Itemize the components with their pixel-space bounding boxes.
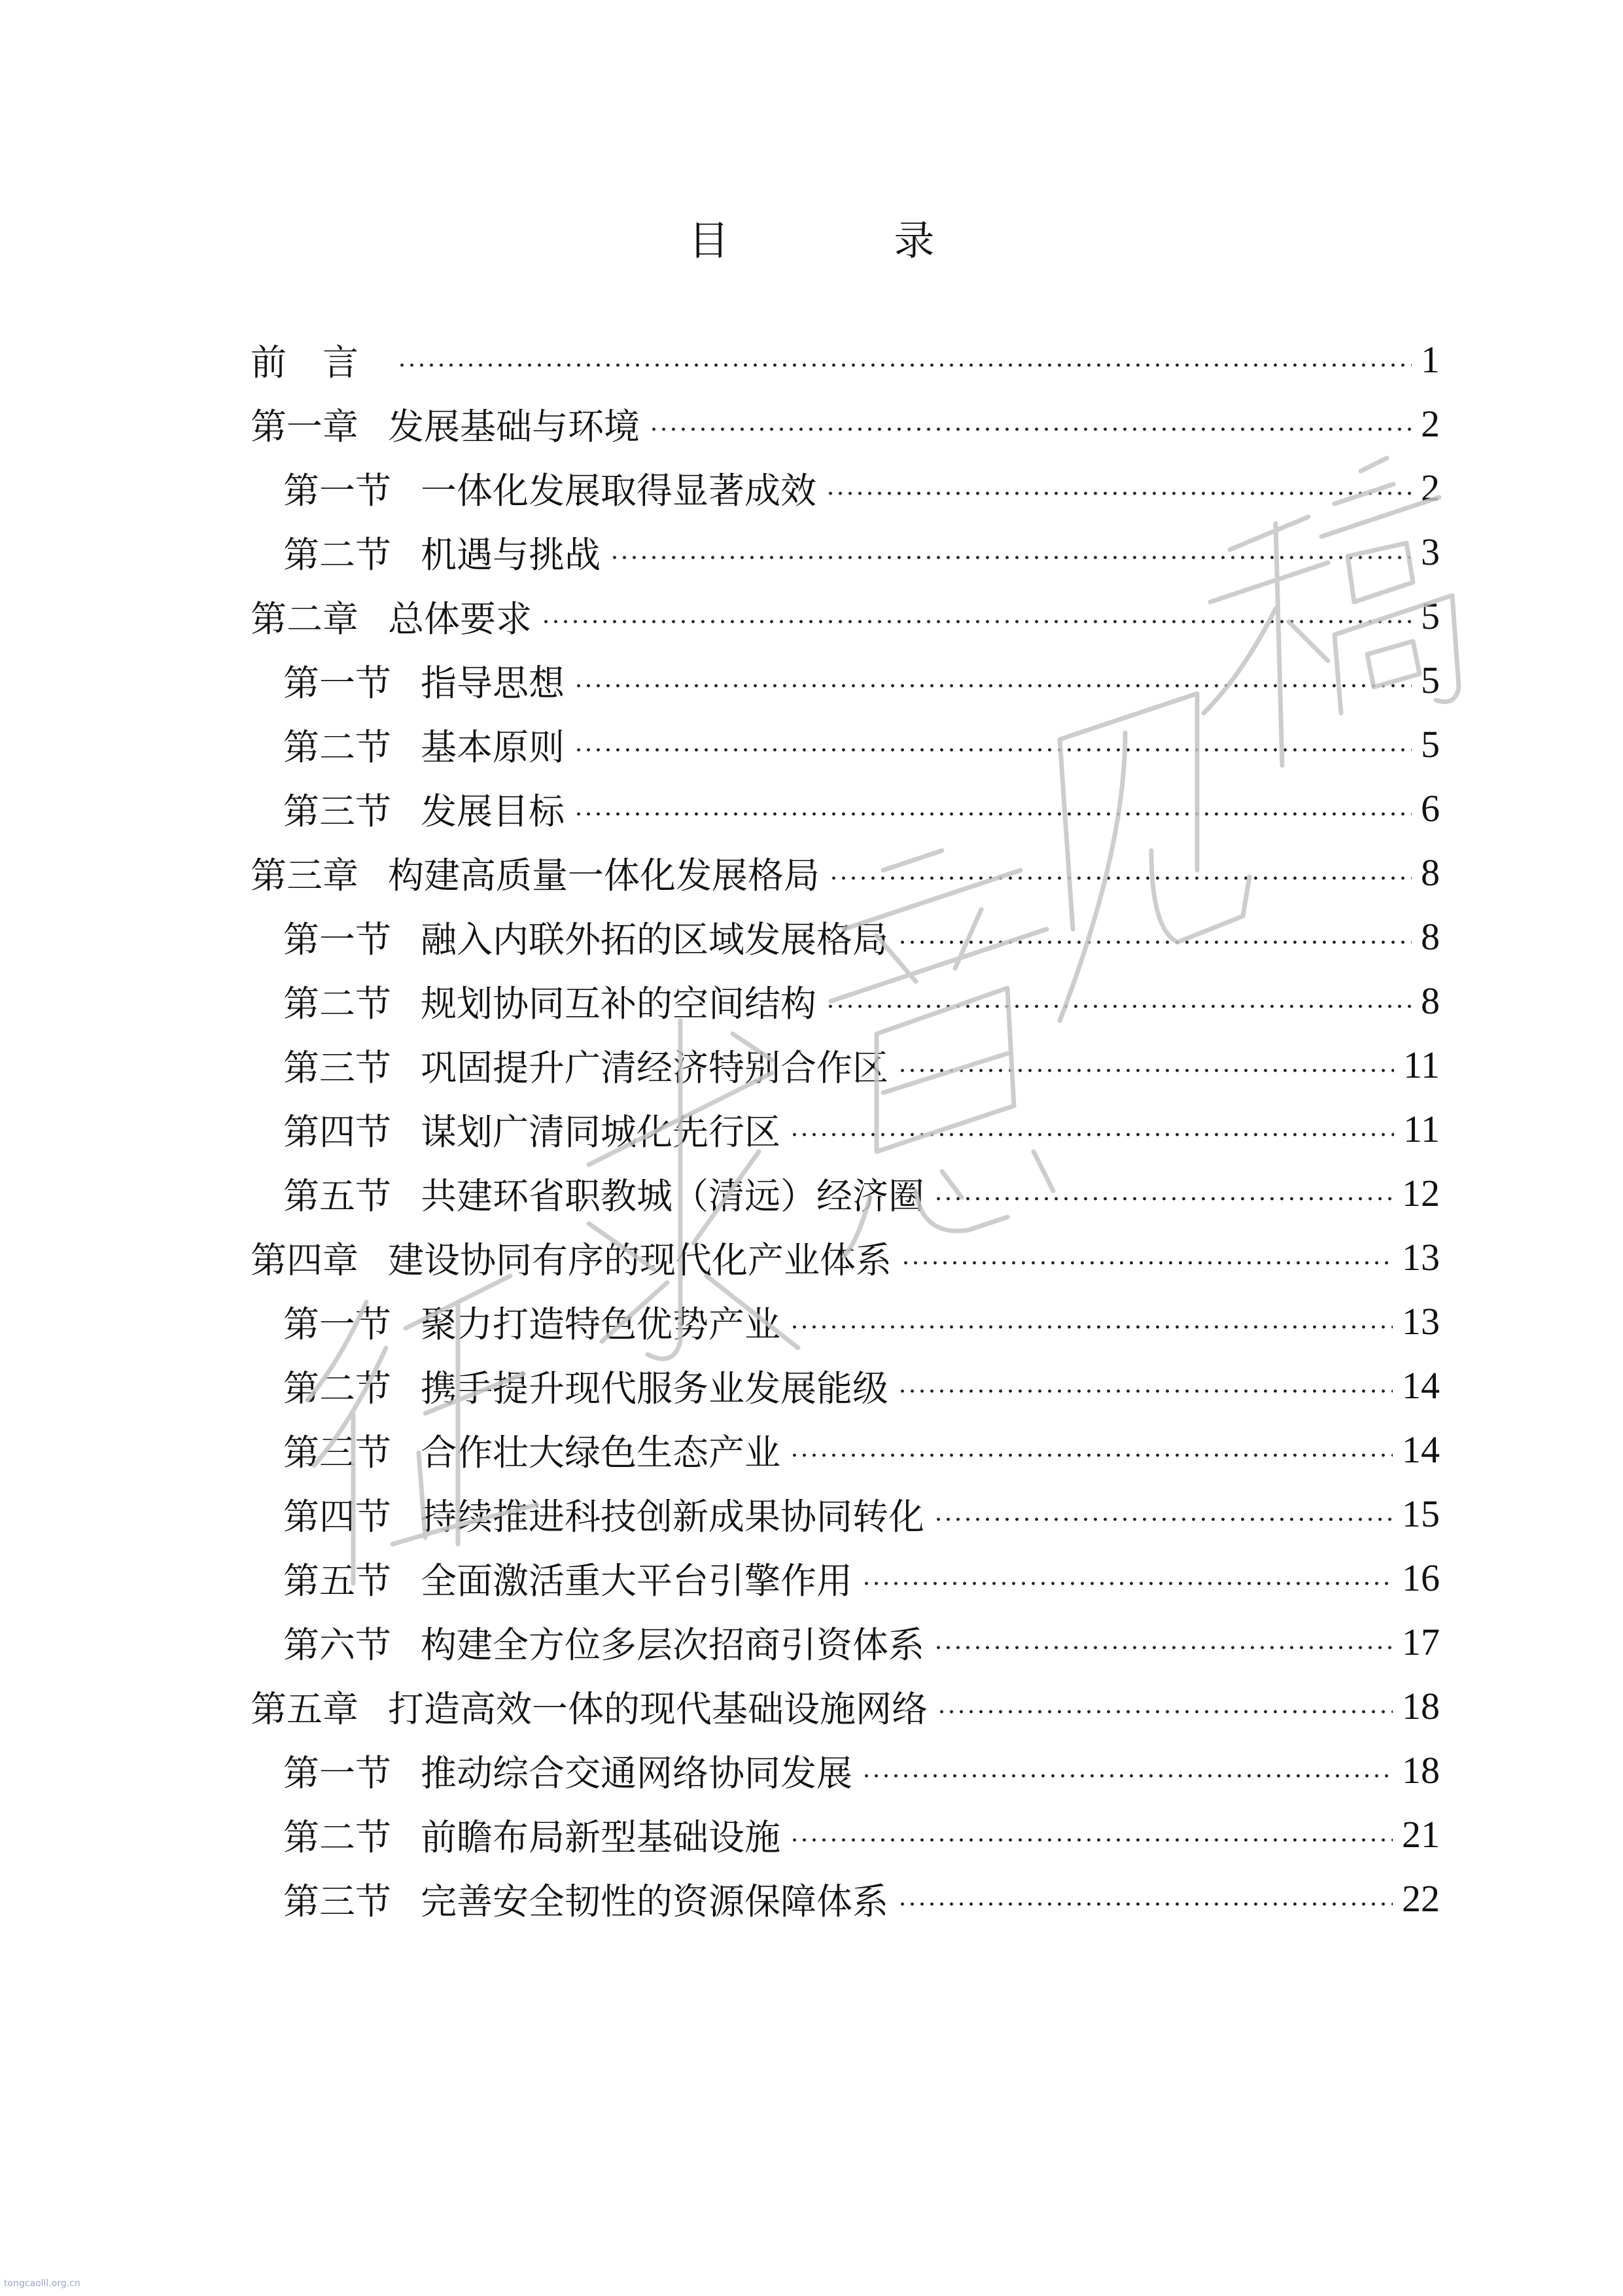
dot-leader xyxy=(790,1453,1393,1458)
toc-chapter-entry[interactable] xyxy=(251,395,1440,452)
toc-entry-label xyxy=(283,911,888,963)
toc-page-number: 11 xyxy=(1403,1043,1440,1086)
toc-page-number: 2 xyxy=(1421,466,1440,509)
dot-leader xyxy=(937,1709,1393,1714)
toc-page-number: 5 xyxy=(1421,722,1440,766)
toc-chapter-entry[interactable] xyxy=(251,1228,1440,1286)
dot-leader xyxy=(574,747,1412,752)
toc-entry-label xyxy=(283,1488,924,1540)
dot-leader xyxy=(790,1324,1393,1330)
toc-entry-number: 第一节 xyxy=(283,918,392,961)
toc-entry-number: 第一节 xyxy=(283,469,392,512)
toc-entry-label xyxy=(283,1744,852,1796)
toc-section-entry[interactable] xyxy=(283,779,1440,837)
toc-entry-number: 第二节 xyxy=(283,533,392,576)
dot-leader xyxy=(829,875,1412,881)
toc-entry-title: 机遇与挑战 xyxy=(421,533,601,576)
toc-entry-number: 第一节 xyxy=(283,1752,392,1794)
toc-page-number: 18 xyxy=(1402,1684,1440,1727)
toc-page-number: 8 xyxy=(1421,979,1440,1022)
toc-entry-label xyxy=(251,847,820,898)
toc-section-entry[interactable] xyxy=(283,1805,1440,1863)
toc-page-number: 16 xyxy=(1402,1556,1440,1599)
toc-entry-title: 发展基础与环境 xyxy=(388,405,640,448)
toc-page-number: 5 xyxy=(1421,658,1440,701)
dot-leader xyxy=(574,811,1412,817)
toc-entry-title: 指导思想 xyxy=(421,662,565,704)
toc-page-number: 11 xyxy=(1403,1107,1440,1150)
toc-entry-number: 第一节 xyxy=(283,1303,392,1345)
toc-entry-title: 打造高效一体的现代基础设施网络 xyxy=(388,1687,928,1730)
toc-section-entry[interactable] xyxy=(283,1613,1440,1670)
toc-entry-number: 第二节 xyxy=(283,1816,392,1858)
toc-entry-label xyxy=(251,398,640,450)
toc-page-number: 14 xyxy=(1402,1428,1440,1471)
toc-entry-label xyxy=(283,526,601,578)
toc-entry-title: 共建环省职教城（清远）经济圈 xyxy=(421,1174,925,1217)
toc-entry-title: 融入内联外拓的区域发展格局 xyxy=(421,918,889,961)
dot-leader xyxy=(898,940,1412,945)
dot-leader xyxy=(862,1773,1393,1778)
toc-entry-title: 携手提升现代服务业发展能级 xyxy=(421,1367,889,1409)
toc-section-entry[interactable] xyxy=(283,1485,1440,1542)
toc-entry-title: 推动综合交通网络协同发展 xyxy=(421,1752,853,1794)
toc-entry-number: 第四章 xyxy=(251,1239,359,1281)
toc-entry-title: 构建高质量一体化发展格局 xyxy=(388,854,820,896)
toc-page-number: 8 xyxy=(1421,915,1440,958)
toc-entry-label xyxy=(283,1552,852,1604)
toc-entry-number: 第二章 xyxy=(251,597,359,640)
toc-entry-title: 发展目标 xyxy=(421,790,565,832)
toc-entry-label xyxy=(283,654,565,706)
dot-leader xyxy=(826,1004,1412,1009)
toc-title: 目 录 xyxy=(688,217,997,264)
dot-leader xyxy=(541,619,1412,624)
toc-page-number: 5 xyxy=(1421,594,1440,637)
toc-section-entry[interactable] xyxy=(283,1869,1440,1927)
toc-entry-number: 第四节 xyxy=(283,1110,392,1153)
dot-leader xyxy=(610,555,1412,560)
toc-entry-number: 第三章 xyxy=(251,854,359,896)
toc-section-entry[interactable] xyxy=(283,1164,1440,1222)
toc-entry-number: 第一章 xyxy=(251,405,359,448)
toc-section-entry[interactable] xyxy=(283,972,1440,1029)
dot-leader xyxy=(649,427,1412,432)
toc-section-entry[interactable] xyxy=(283,459,1440,516)
toc-page-number: 22 xyxy=(1402,1877,1440,1920)
toc-entry-title: 合作壮大绿色生态产业 xyxy=(421,1431,781,1474)
dot-leader xyxy=(898,1388,1393,1394)
toc-entry-title: 规划协同互补的空间结构 xyxy=(421,982,817,1025)
toc-section-entry[interactable] xyxy=(283,908,1440,965)
footer-site-url: tongcaolll.org.cn xyxy=(4,2278,80,2289)
toc-entry-number: 第三节 xyxy=(283,1046,392,1089)
toc-page-number: 6 xyxy=(1421,786,1440,830)
toc-entry-label xyxy=(283,462,816,514)
toc-entry-number: 第三节 xyxy=(283,790,392,832)
toc-entry-title: 谋划广清同城化先行区 xyxy=(421,1110,781,1153)
toc-page-number: 15 xyxy=(1402,1492,1440,1535)
toc-section-entry[interactable] xyxy=(283,651,1440,709)
toc-section-entry[interactable] xyxy=(283,1292,1440,1350)
toc-entry-number: 第二节 xyxy=(283,1367,392,1409)
toc-entry-title: 聚力打造特色优势产业 xyxy=(421,1303,781,1345)
toc-entry-number: 第二节 xyxy=(283,726,392,768)
toc-section-entry[interactable] xyxy=(283,1100,1440,1157)
toc-page-number: 8 xyxy=(1421,851,1440,894)
dot-leader xyxy=(901,1260,1393,1265)
toc-entry-label xyxy=(283,1616,924,1668)
toc-entry-number: 第三节 xyxy=(283,1431,392,1474)
toc-page-number: 12 xyxy=(1402,1171,1440,1214)
toc-entry-title: 基本原则 xyxy=(421,726,565,768)
toc-entry-title: 全面激活重大平台引擎作用 xyxy=(421,1559,853,1602)
toc-entry-title: 前瞻布局新型基础设施 xyxy=(421,1816,781,1858)
toc-entry-label xyxy=(251,334,388,385)
toc-entry-number: 第一节 xyxy=(283,662,392,704)
toc-entry-title: 完善安全韧性的资源保障体系 xyxy=(421,1880,889,1922)
toc-entry-title: 构建全方位多层次招商引资体系 xyxy=(421,1623,925,1666)
dot-leader xyxy=(934,1517,1393,1522)
dot-leader xyxy=(898,1068,1394,1073)
toc-entry-number: 第五节 xyxy=(283,1559,392,1602)
toc-entry-label xyxy=(283,975,816,1027)
toc-entry-number: 第三节 xyxy=(283,1880,392,1922)
toc-entry-number: 第六节 xyxy=(283,1623,392,1666)
toc-entry-number: 第五节 xyxy=(283,1174,392,1217)
toc-entry-number: 第四节 xyxy=(283,1495,392,1538)
toc-entry-label xyxy=(283,1039,888,1091)
dot-leader xyxy=(934,1196,1393,1201)
toc-entry-label xyxy=(283,1296,780,1347)
toc-section-entry[interactable] xyxy=(283,523,1440,580)
toc-section-entry[interactable] xyxy=(283,1741,1440,1799)
dot-leader xyxy=(826,491,1412,496)
dot-leader xyxy=(862,1581,1393,1586)
toc-section-entry[interactable] xyxy=(283,1036,1440,1093)
toc-entry-label xyxy=(251,1680,928,1732)
toc-entry-title: 总体要求 xyxy=(388,597,532,640)
toc-chapter-entry[interactable] xyxy=(251,1677,1440,1735)
toc-entry-label xyxy=(283,1873,888,1924)
toc-section-entry[interactable] xyxy=(283,1356,1440,1414)
dot-leader xyxy=(934,1645,1393,1650)
toc-entry-label xyxy=(251,590,532,642)
toc-page-number: 2 xyxy=(1421,402,1440,445)
toc-entry-label xyxy=(283,783,565,834)
toc-entry-label xyxy=(283,718,565,770)
toc-entry-label xyxy=(283,1424,780,1475)
toc-section-entry[interactable] xyxy=(283,715,1440,773)
toc-entry-number: 前 言 xyxy=(251,341,359,383)
toc-page-number: 14 xyxy=(1402,1364,1440,1407)
toc-entry-title: 一体化发展取得显著成效 xyxy=(421,469,817,512)
toc-page-number: 21 xyxy=(1402,1812,1440,1856)
dot-leader xyxy=(574,683,1412,688)
toc-entry-label xyxy=(283,1103,780,1155)
toc-entry-title: 巩固提升广清经济特别合作区 xyxy=(421,1046,889,1089)
toc-entry-title: 持续推进科技创新成果协同转化 xyxy=(421,1495,925,1538)
dot-leader xyxy=(790,1132,1394,1137)
toc-section-entry[interactable] xyxy=(283,1421,1440,1478)
dot-leader xyxy=(898,1901,1393,1907)
dot-leader xyxy=(397,362,1412,368)
toc-page-number: 17 xyxy=(1402,1620,1440,1663)
toc-entry-title: 建设协同有序的现代化产业体系 xyxy=(388,1239,892,1281)
toc-entry-label xyxy=(283,1809,780,1860)
toc-chapter-entry[interactable] xyxy=(251,843,1440,901)
toc-chapter-entry[interactable] xyxy=(251,330,1440,388)
toc-entry-number: 第五章 xyxy=(251,1687,359,1730)
toc-entry-number: 第二节 xyxy=(283,982,392,1025)
toc-chapter-entry[interactable] xyxy=(251,587,1440,645)
toc-section-entry[interactable] xyxy=(283,1549,1440,1606)
toc-page-number: 1 xyxy=(1421,338,1440,381)
toc-entry-label xyxy=(251,1231,892,1283)
toc-entry-label xyxy=(283,1360,888,1411)
toc-page-number: 13 xyxy=(1402,1299,1440,1343)
toc-page-number: 3 xyxy=(1421,530,1440,573)
toc-page-number: 13 xyxy=(1402,1235,1440,1279)
dot-leader xyxy=(790,1837,1393,1843)
toc-page-number: 18 xyxy=(1402,1748,1440,1792)
toc-entry-label xyxy=(283,1167,924,1219)
